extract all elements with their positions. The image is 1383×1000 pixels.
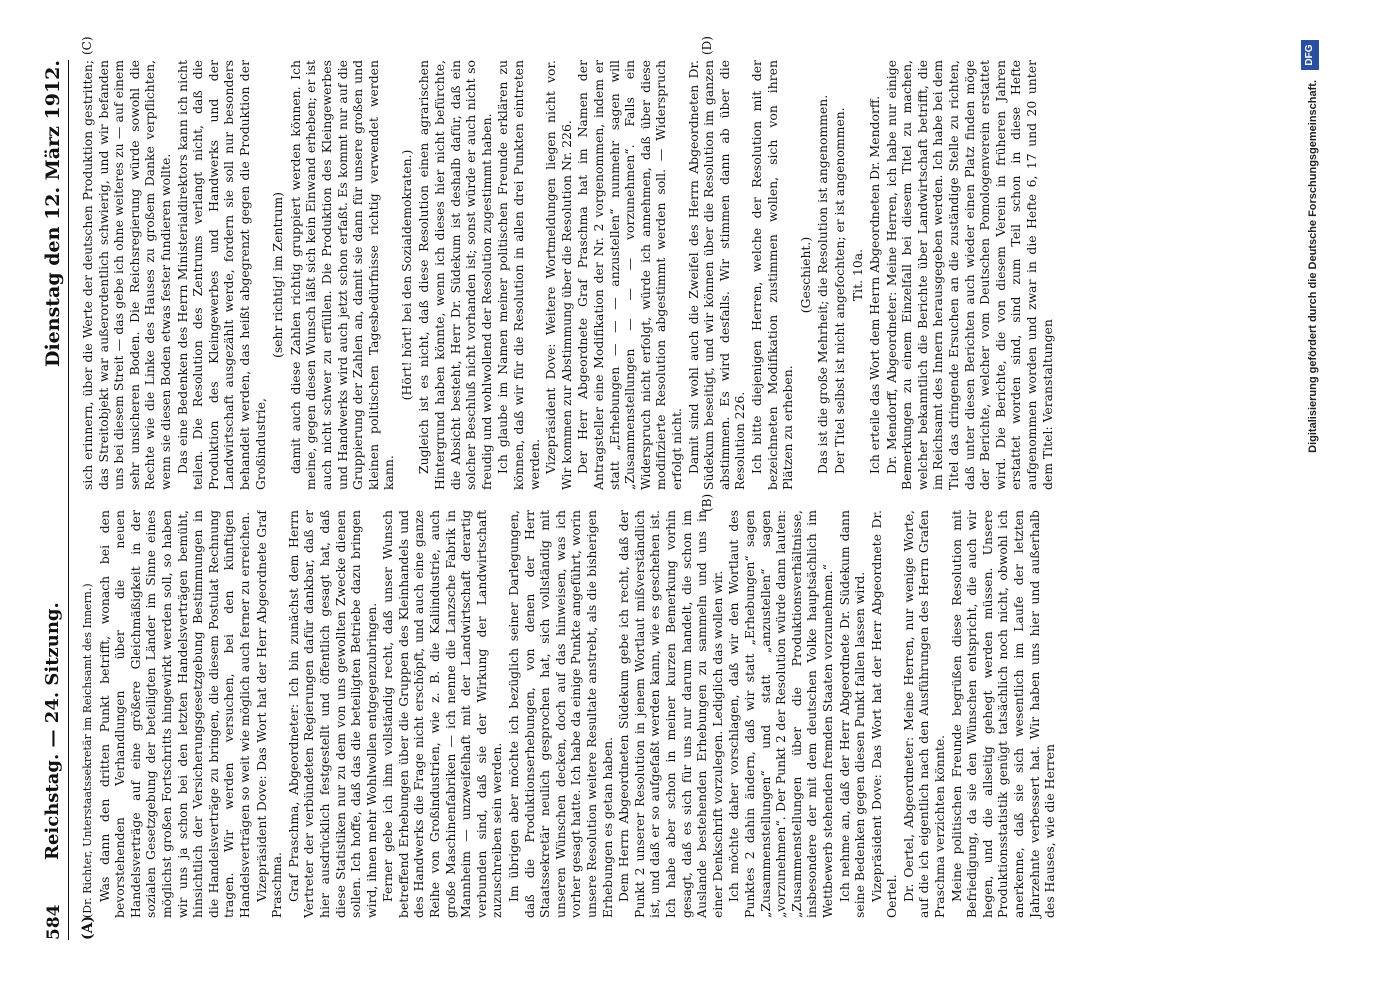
- digitization-credit: Digitalisierung gefördert durch die Deutsche Forschungsgemeinschaft.: [1307, 80, 1319, 453]
- margin-mark-c: (C): [80, 36, 94, 55]
- interjection: (Hört! hört! bei den Sozialdemokraten.): [398, 149, 414, 401]
- paragraph: Dr. Mendorff, Abgeordneter: Meine Herren, ich habe nur einige Bemerkungen zu einem Einzelfall bei diesem Titel zu machen, welcher bekanntlich die Berichte über Landwirtschaft betrifft, die im Reichsamt des Innern herausgegeben werden. Ich habe bei dem Titel das dringende Ersuchen an die zuständige Stelle zu richten, daß unter diesen Berichten auch wieder einen Platz finden möge der Berichte, welcher vom Deutschen Pomologenverein erstattet wird. Die Berichte, die von diesem Verein in früheren Jahren erstattet worden sind, sind zum Teil schon in diese Hefte aufgenommen worden und zwar in die Hefte 6, 17 und 20 unter dem Titel: Veranstaltungen: [883, 60, 1055, 490]
- page-header: [40, 60, 69, 940]
- paragraph: Ich glaube im Namen meiner politischen Freunde erklären zu können, daß wir für die Resolution in allen drei Punkten eintreten werden.: [495, 60, 542, 490]
- paragraph: Was dann den dritten Punkt betrifft, wonach bei den bevorstehenden Verhandlungen über die neuen Handelsverträge auf eine größere Gleichmäßigkeit in der sozialen Gesetzgebung der beteiligten Länder im Sinne eines möglichst großen Fortschritts hingewirkt werden soll, so haben wir uns ja schon bei den letzten Handelsverträgen bemüht, hinsichtlich der Versicherungsgesetzgebung Bestimmungen in die Handelsverträge zu bringen, die diesem Postulat Rechnung tragen. Wir werden versuchen, bei den künftigen Handelsverträgen so weit wie möglich auch ferner zu erreichen.: [96, 510, 252, 918]
- right-text-column: [80, 60, 1260, 490]
- interjection: (Geschieht.): [797, 236, 813, 314]
- header-right-title: Dienstag den 12. März 1912.: [42, 60, 64, 368]
- paragraph: Der Herr Abgeordnete Graf Praschma hat im Namen der Antragsteller eine Modifikation der Nr. 2 vorgenommen, indem er statt „Erhebungen — — — anzustellen“ nunmehr sagen will „Zusammenstellungen — — — vorzunehmen“. Falls ein Widerspruch nicht erfolgt, würde ich annehmen, daß über diese modifizierte Resolution abgestimmt werden soll. — Widerspruch erfolgt nicht.: [575, 60, 684, 490]
- paragraph: Das ist die große Mehrheit; die Resolution ist angenommen.: [815, 94, 831, 474]
- paragraph: Ich erteile das Wort dem Herrn Abgeordneten Dr. Mendorff.: [867, 95, 883, 474]
- left-text-column: [80, 510, 1260, 940]
- dfg-logo: DFG: [1301, 40, 1319, 70]
- paragraph: Der Titel selbst ist nicht angefochten; er ist angenommen.: [831, 107, 847, 474]
- speaker-attribution: (Dr. Richter, Unterstaatssekretär im Reichsamt des Innern.): [81, 583, 94, 918]
- margin-mark-a: (A): [80, 915, 96, 940]
- paragraph: Dem Herrn Abgeordneten Südekum gebe ich recht, daß der Punkt 2 unserer Resolution in jenem Wortlaut mißverständlich ist, und daß er so aufgefaßt werden kann, wie es geschehen ist. Ich habe aber schon in meiner kurzen Bemerkung vorhin gesagt, daß es sich für uns nur darum handelt, die schon im Auslande bestehenden Erhebungen zu sammeln und uns in einer Denkschrift vorzulegen. Lediglich das wollen wir.: [616, 510, 725, 918]
- margin-mark-b: (B): [700, 493, 714, 512]
- paragraph: Vizepräsident Dove: Weitere Wortmeldungen liegen nicht vor. Wir kommen zur Abstimmung über die Resolution Nr. 226.: [543, 60, 574, 490]
- paragraph: Meine politischen Freunde begrüßen diese Resolution mit Befriedigung, da sie den Wünschen entspricht, die auch wir hegen, und die allseitig gehegt werden müssen. Unsere Produktionsstatistik genügt tatsächlich noch nicht, obwohl ich anerkenne, daß sie sich wesentlich im Laufe der letzten Jahrzehnte verbessert hat. Wir haben uns hier und außerhalb des Hauses, wie die Herren: [948, 510, 1058, 918]
- title-heading: Tit. 10a.: [849, 248, 865, 302]
- paragraph: Im übrigen aber möchte ich bezüglich seiner Darlegungen, daß die Produktionserhebungen, von denen der Herr Staatssekretär neulich gesprochen hat, sich vollständig mit unseren Wünschen decken, doch auf das hinweisen, was ich vorher gesagt hatte. Ich habe da einige Punkte angeführt, worin unsere Resolution weitere Resultate anstrebt, als die bisherigen Erhebungen es getan haben.: [506, 510, 615, 918]
- paragraph: Ich möchte daher vorschlagen, daß wir den Wortlaut des Punktes 2 dahin ändern, daß wir statt „Erhebungen“ sagen „Zusammenstellungen“ und statt „anzustellen“ sagen „vorzunehmen“. Der Punkt 2 der Resolution würde dann lauten: „Zusammenstellungen über die Produktionsverhältnisse, insbesondere der mit dem deutschen Volke hauptsächlich im Wettbewerb stehenden fremden Staaten vorzunehmen.“: [726, 510, 835, 918]
- paragraph: Ich nehme an, daß der Herr Abgeordnete Dr. Südekum dann seine Bedenken gegen diesen Punkt fallen lassen wird.: [836, 510, 868, 918]
- paragraph: Ich bitte diejenigen Herren, welche der Resolution mit der bezeichneten Modifikation zustimmen wollen, sich von ihren Plätzen zu erheben.: [748, 60, 796, 490]
- paragraph: Damit sind wohl auch die Zweifel des Herrn Abgeordneten Dr. Südekum beseitigt, und wir können über die Resolution im ganzen abstimmen. Es wird desfalls. Wir stimmen dann ab über die Resolution 226.: [685, 60, 748, 490]
- page-footer: [1295, 40, 1335, 960]
- paragraph: Zugleich ist es nicht, daß diese Resolution einen agrarischen Hintergrund haben könnte, wenn ich dieses hier nicht befürchte, die Absicht besteht, Herr Dr. Südekum ist deshalb dafür, daß ein solcher Beschluß nicht vorhanden ist; sonst würde er auch nicht so freudig und wohlwollend der Resolution zugestimmt haben.: [416, 60, 494, 490]
- paragraph: sich erinnern, über die Werte der deutschen Produktion gestritten; das Streitobjekt war außerordentlich schwierig, und wir befanden uns bei diesem Streit — das gebe ich ohne weiteres zu — auf einem sehr unsicheren Boden. Die Reichsregierung würde sowohl die Rechte wie die Linke des Hauses zu großem Danke verpflichten, wenn sie diesen Boden etwas fester fundieren wollte.: [80, 60, 173, 490]
- margin-mark-d: (D): [700, 36, 714, 55]
- paragraph: damit auch diese Zahlen richtig gruppiert werden können. Ich meine, gegen diesen Wunsch läßt sich kein Einwand erheben; er ist auch nicht schwer zu erfüllen. Die Produktion des Kleingewerbes und Handwerks wird auch jetzt schon erfaßt. Es kommt nur auf die Gruppierung der Zahlen an, damit sie dann für unsere großen und kleinen politischen Tagesbedürfnisse richtig verwendet werden kann.: [287, 60, 397, 490]
- paragraph: Vizepräsident Dove: Das Wort hat der Herr Abgeordnete Graf Praschma.: [253, 510, 285, 918]
- header-left-title: Reichstag. — 24. Sitzung.: [42, 602, 63, 860]
- paragraph: Ferner gebe ich ihm vollständig recht, daß unser Wunsch betreffend Erhebungen über die Gruppen des Kleinhandels und des Handwerks die Frage nicht erschöpft, und auch eine ganze Reihe von Großindustrien, wie z. B. die Kaliindustrie, auch große Maschinenfabriken — ich nenne die Lanzsche Fabrik in Mannheim — unzweifelhaft mit der Landwirtschaft derartig verbunden sind, daß sie der Wirkung der Landwirtschaft zuzuschreiben sein werden.: [380, 510, 505, 918]
- paragraph: Vizepräsident Dove: Das Wort hat der Herr Abgeordnete Dr. Oertel.: [868, 510, 900, 918]
- paragraph: Dr. Oertel, Abgeordneter: Meine Herren, nur wenige Worte, auf die ich eigentlich nach den Ausführungen des Herrn Grafen Praschma verzichten könnte.: [900, 510, 948, 918]
- paragraph: Das eine Bedenken des Herrn Ministerialdirektors kann ich nicht teilen. Die Resolution des Zentrums verlangt nicht, daß die Produktion des Kleingewerbes und Handwerks und der Landwirtschaft ausgezählt werde, fordern sie soll nur besonders behandelt werden, das heißt abgegrenzt gegen die Produktion der Großindustrie,: [174, 60, 268, 490]
- paragraph: Graf Praschma, Abgeordneter: Ich bin zunächst dem Herrn Vertreter der verbündeten Regierungen dafür dankbar, daß er hier ausdrücklich festgestellt und öffentlich gesagt hat, daß diese Statistiken nur zu dem von uns gewollten Zwecke dienen sollen. Ich hoffe, daß das die beteiligten Betriebe dazu bringen wird, ihnen mehr Wohlwollen entgegenzubringen.: [285, 510, 379, 918]
- interjection: (sehr richtig! im Zentrum): [270, 192, 286, 359]
- page-number: 584: [44, 904, 64, 940]
